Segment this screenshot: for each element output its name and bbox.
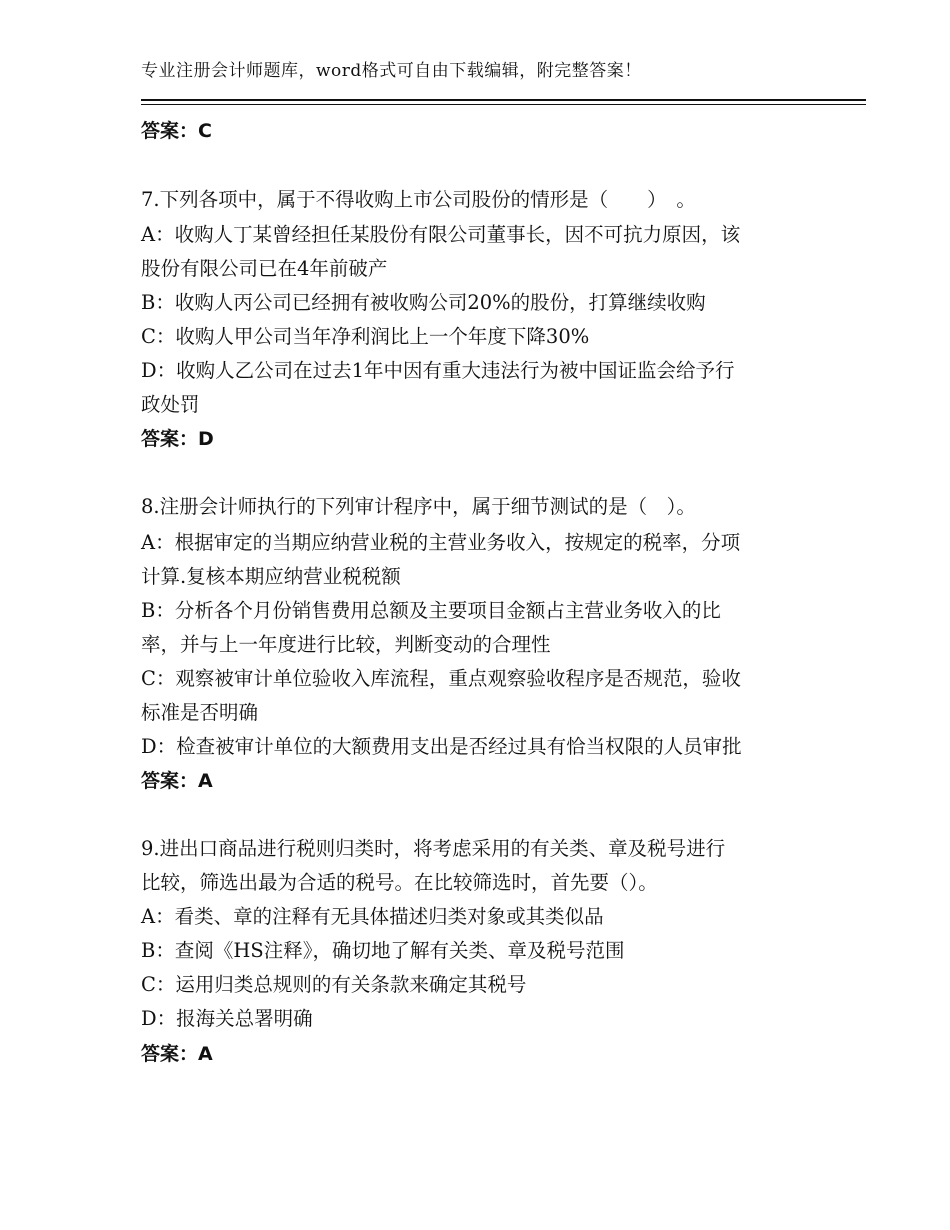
question-text: 8.注册会计师执行的下列审计程序中，属于细节测试的是（ ）。: [141, 495, 696, 518]
answer-line: 答案：A: [141, 770, 213, 792]
option-c: C：收购人甲公司当年净利润比上一个年度下降30%: [141, 325, 590, 348]
option-b-line-2: 率，并与上一年度进行比较，判断变动的合理性: [141, 633, 551, 656]
option-b: B：收购人丙公司已经拥有被收购公司20%的股份，打算继续收购: [141, 291, 706, 314]
question-text-line-2: 比较，筛选出最为合适的税号。在比较筛选时，首先要（）。: [141, 871, 658, 894]
option-b-line-1: B：分析各个月份销售费用总额及主要项目金额占主营业务收入的比: [141, 599, 721, 622]
answer-line: 答案：C: [141, 120, 212, 142]
option-d: D：报海关总署明确: [141, 1007, 313, 1030]
option-c: C：运用归类总规则的有关条款来确定其税号: [141, 973, 527, 996]
option-b: B：查阅《HS注释》，确切地了解有关类、章及税号范围: [141, 939, 625, 962]
option-c-line-1: C：观察被审计单位验收入库流程，重点观察验收程序是否规范，验收: [141, 667, 741, 690]
option-a-line-2: 股份有限公司已在4年前破产: [141, 257, 388, 280]
option-a-line-2: 计算.复核本期应纳营业税税额: [141, 565, 401, 588]
option-a-line-1: A：收购人丁某曾经担任某股份有限公司董事长，因不可抗力原因，该: [141, 223, 741, 246]
option-d-line-2: 政处罚: [141, 393, 200, 416]
question-text: 7.下列各项中，属于不得收购上市公司股份的情形是（ ） 。: [141, 188, 696, 211]
option-a-line-1: A：根据审定的当期应纳营业税的主营业务收入，按规定的税率，分项: [141, 531, 741, 554]
header-rule-thin: [141, 104, 866, 105]
option-d-line-1: D：收购人乙公司在过去1年中因有重大违法行为被中国证监会给予行: [141, 359, 735, 382]
option-a: A：看类、章的注释有无具体描述归类对象或其类似品: [141, 905, 604, 928]
header-text: 专业注册会计师题库，word格式可自由下载编辑，附完整答案！: [141, 61, 642, 81]
answer-line: 答案：D: [141, 428, 214, 450]
option-c-line-2: 标准是否明确: [141, 701, 259, 724]
header-rule-thick: [141, 99, 866, 101]
question-text-line-1: 9.进出口商品进行税则归类时，将考虑采用的有关类、章及税号进行: [141, 837, 726, 860]
answer-line: 答案：A: [141, 1043, 213, 1065]
option-d: D：检查被审计单位的大额费用支出是否经过具有恰当权限的人员审批: [141, 735, 742, 758]
